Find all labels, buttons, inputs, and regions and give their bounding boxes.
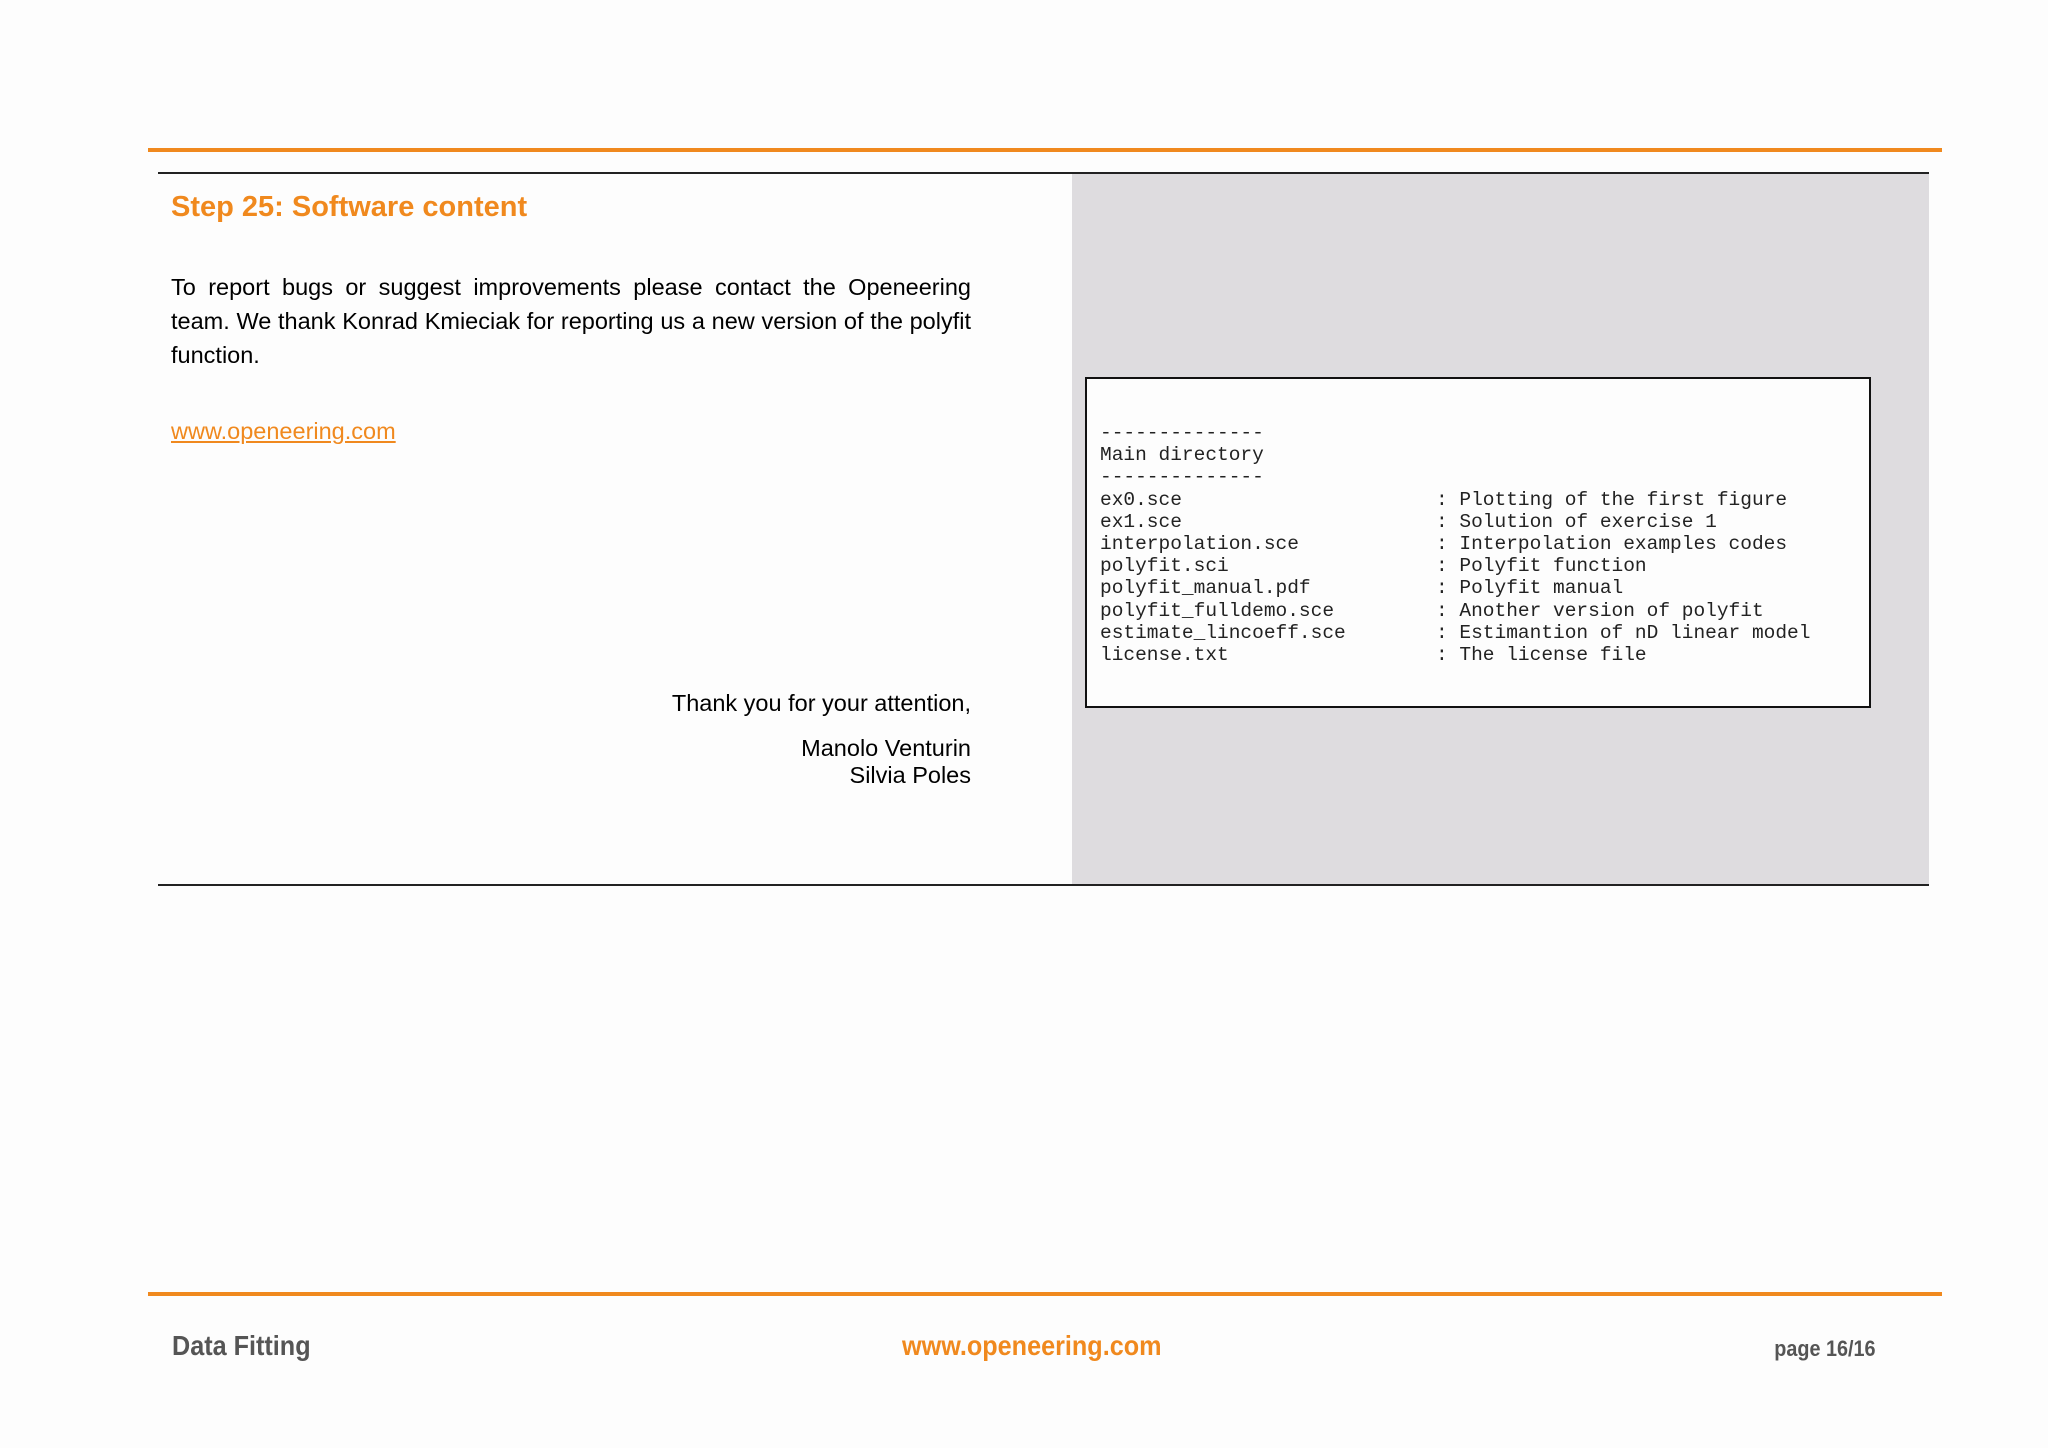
file-description: : Another version of polyfit xyxy=(1436,599,1764,622)
file-name: polyfit_fulldemo.sce xyxy=(1100,599,1335,622)
file-name: polyfit_manual.pdf xyxy=(1100,577,1311,600)
file-row xyxy=(1100,577,1624,600)
separator-line: -------------- xyxy=(1100,466,1264,489)
directory-listing-box xyxy=(1085,377,1871,708)
figure-panel xyxy=(1072,174,1929,884)
footer-rule xyxy=(148,1292,1942,1296)
footer-website-link[interactable]: www.openeering.com xyxy=(902,1330,1162,1361)
step-frame xyxy=(158,172,1929,886)
file-description: : Estimantion of nD linear model xyxy=(1436,621,1811,644)
file-description: : The license file xyxy=(1436,643,1647,666)
file-row xyxy=(1100,621,1811,644)
directory-heading: Main directory xyxy=(1100,444,1264,467)
file-row xyxy=(1100,643,1647,666)
website-link[interactable]: www.openeering.com xyxy=(171,418,396,444)
step-title: Step 25: Software content xyxy=(171,191,528,223)
file-description: : Polyfit manual xyxy=(1436,577,1624,600)
thanks-text: Thank you for your attention, xyxy=(671,690,971,716)
file-row xyxy=(1100,488,1788,511)
file-row xyxy=(1100,555,1647,578)
footer-document-title: Data Fitting xyxy=(172,1330,311,1361)
file-name: license.txt xyxy=(1100,643,1229,666)
footer-page-number: page 16/16 xyxy=(1774,1336,1876,1361)
file-row xyxy=(1100,532,1788,555)
step-paragraph: To report bugs or suggest improvements please contact the Openeering team. We thank Konrad Kmieciak for reporting us a new version of the polyfit function. xyxy=(171,274,971,368)
file-row xyxy=(1100,599,1764,622)
file-name: estimate_lincoeff.sce xyxy=(1100,621,1346,644)
author-name: Silvia Poles xyxy=(849,762,971,788)
directory-listing xyxy=(1100,422,1811,666)
file-name: polyfit.sci xyxy=(1100,555,1229,578)
header-rule xyxy=(148,148,1942,152)
file-row xyxy=(1100,510,1717,533)
file-name: ex0.sce xyxy=(1100,488,1182,511)
file-name: interpolation.sce xyxy=(1100,532,1299,555)
separator-line: -------------- xyxy=(1100,422,1264,444)
file-description: : Solution of exercise 1 xyxy=(1436,510,1717,533)
authors xyxy=(801,735,971,789)
file-name: ex1.sce xyxy=(1100,510,1182,533)
author-name: Manolo Venturin xyxy=(801,735,971,761)
file-description: : Interpolation examples codes xyxy=(1436,532,1788,555)
file-description: : Plotting of the first figure xyxy=(1436,488,1788,511)
text-column xyxy=(171,174,971,884)
file-description: : Polyfit function xyxy=(1436,555,1647,578)
